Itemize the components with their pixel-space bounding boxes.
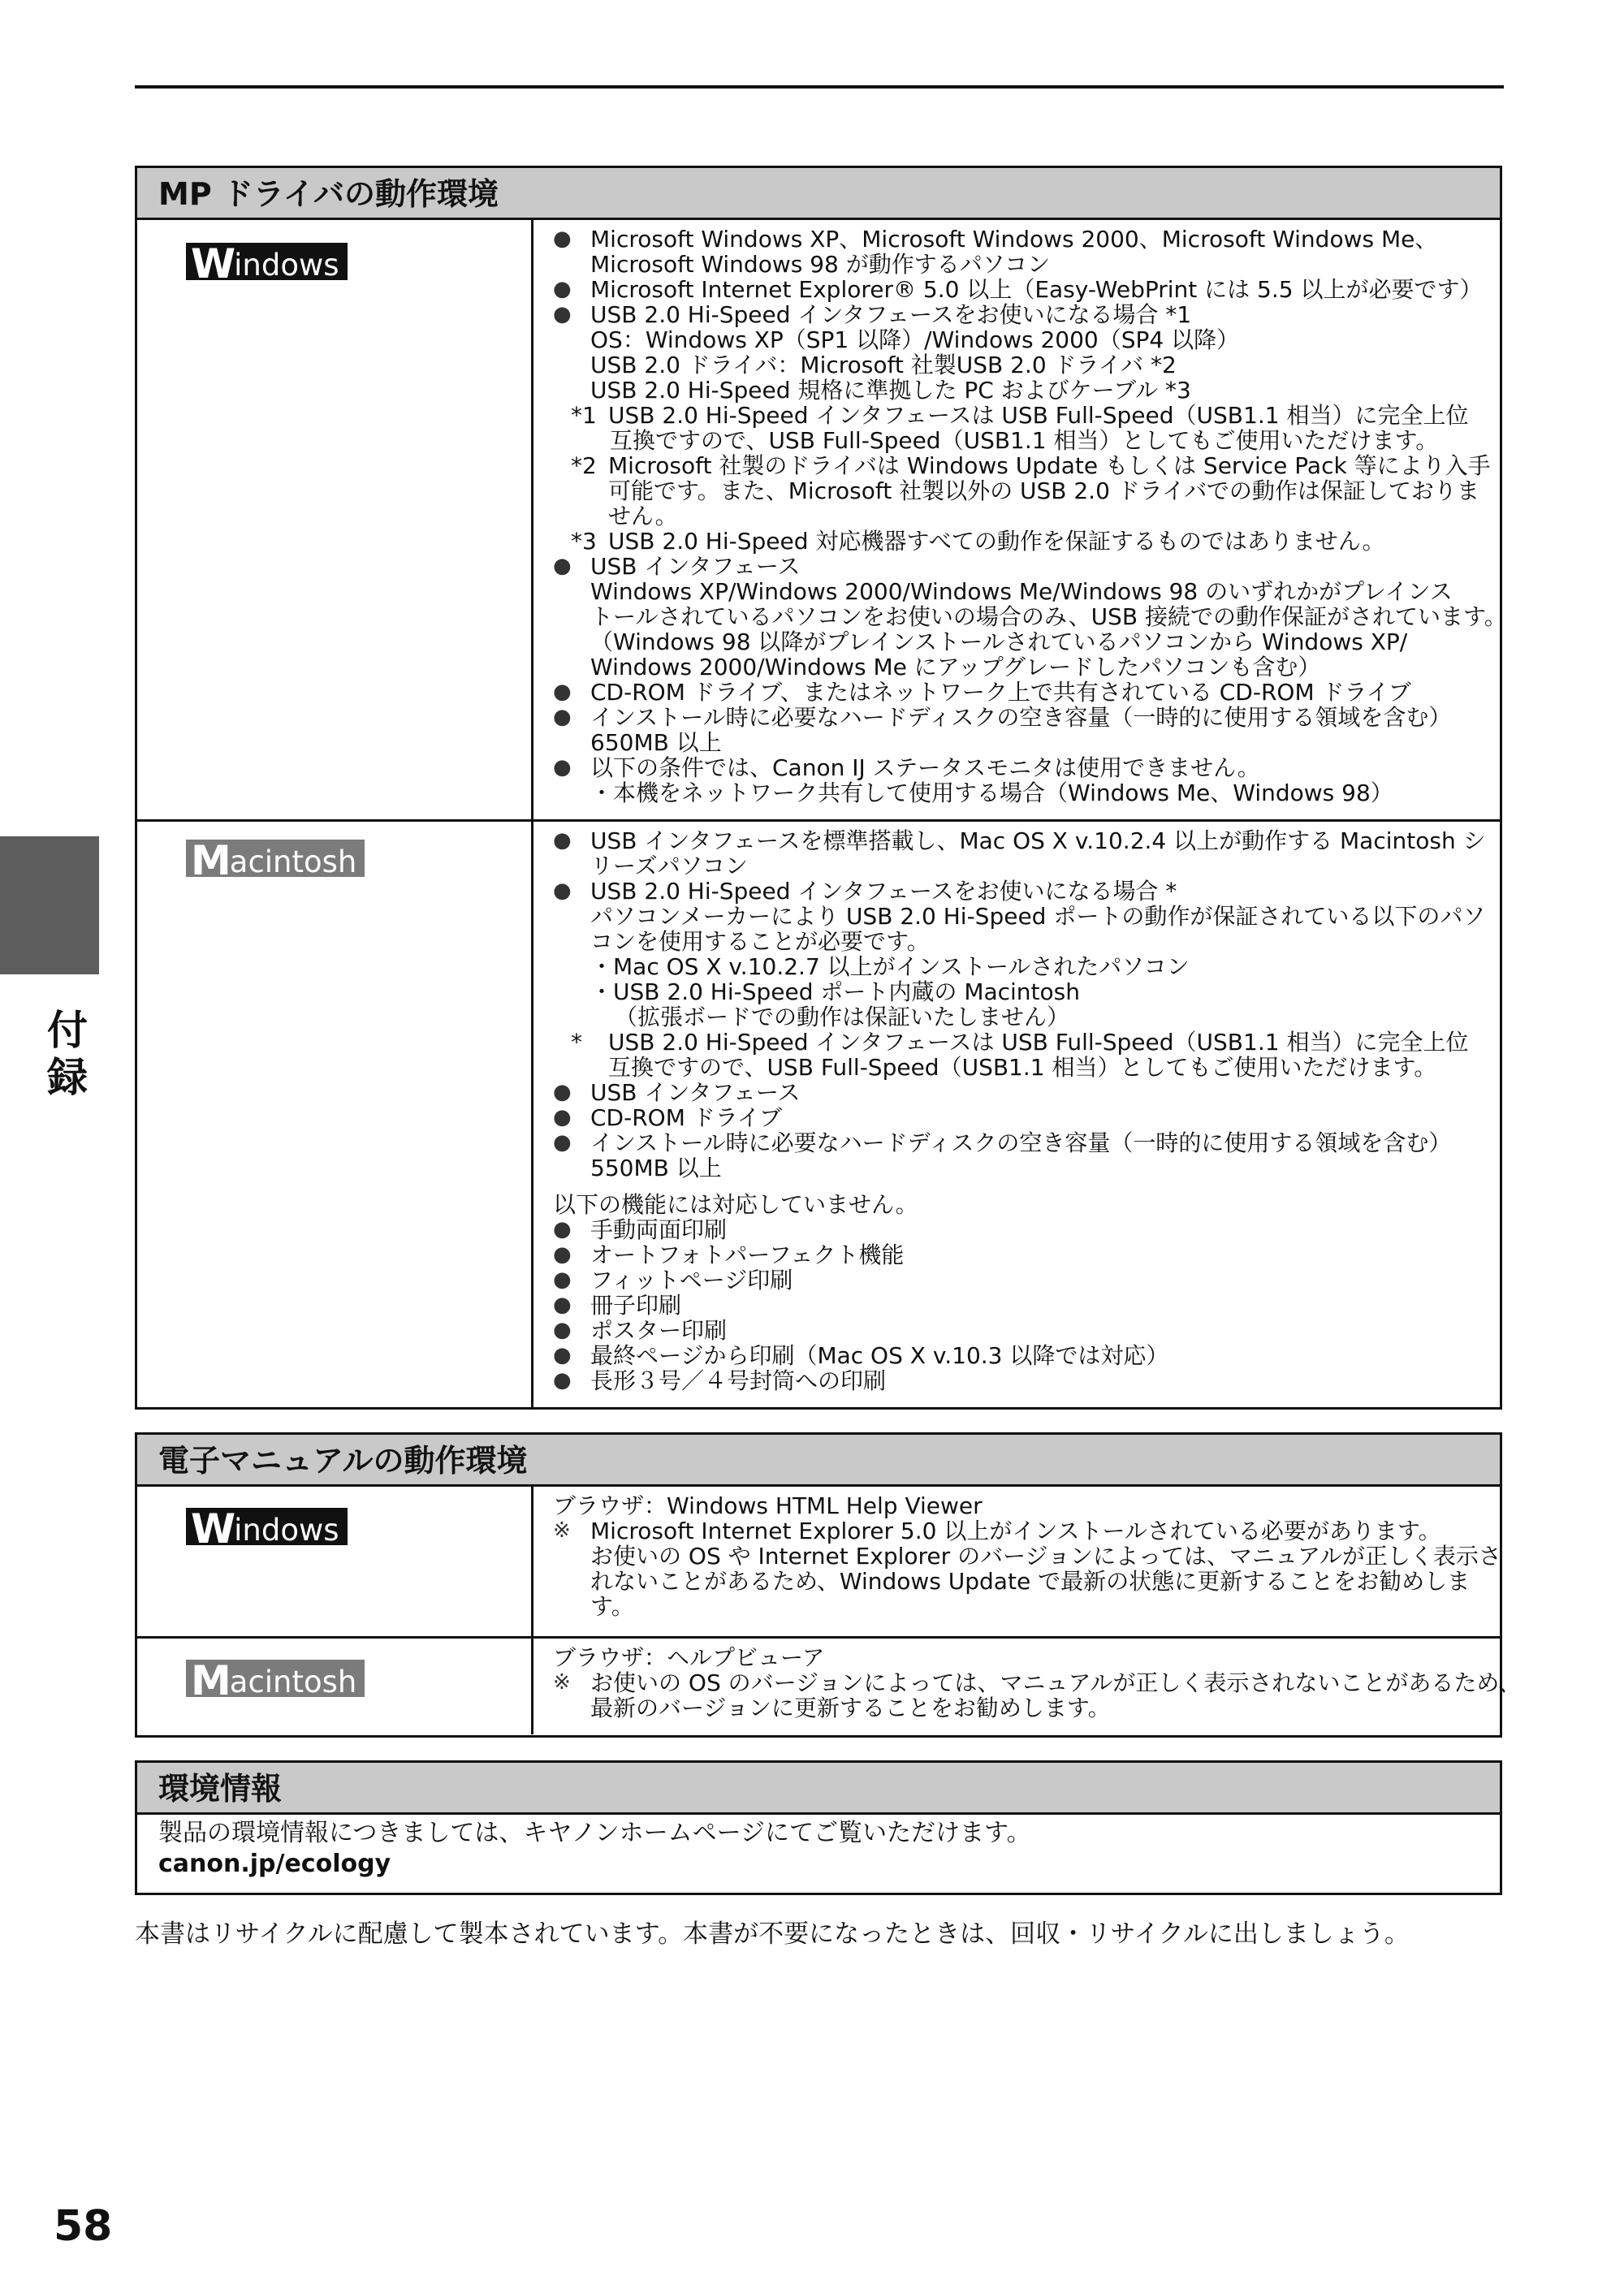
list-item: ● USB インタフェース (553, 1079, 801, 1106)
chapter-tab (0, 836, 99, 974)
list-item: ● フィットページ印刷 (553, 1267, 793, 1293)
list-item: ● 手動両面印刷 (553, 1216, 728, 1243)
ecology-url[interactable]: canon.jp/ecology (158, 1850, 391, 1878)
list-item: ● USB 2.0 Hi-Speed インタフェースをお使いになる場合 *1 OS：Windows XP（SP1 以降）/Windows 2000（SP4 以降） USB 2.0 ドライバ：Microsoft 社製USB 2.0 ドライバ *2 USB 2.0 Hi-Speed 規格に準拠した PC およびケーブル *3 (553, 301, 1240, 404)
requirements (533, 1639, 1537, 1734)
environment-body (137, 1815, 1500, 1883)
footnote: *3 USB 2.0 Hi-Speed 対応機器すべての動作を保証するものではありません。 (571, 528, 1385, 555)
requirements (533, 220, 1523, 819)
environment-section (135, 1760, 1502, 1895)
footnote: *2 Microsoft 社製のドライバは Windows Update もしくは Service Pack 等により入手 可能です。また、Microsoft 社製以外の USB 2.0 ドライバでの動作は保証しておりま せん。 (571, 452, 1491, 529)
windows-logo: Windows (186, 243, 348, 280)
list-item: ● 冊子印刷 (553, 1292, 682, 1319)
page-number: 58 (54, 2202, 113, 2251)
environment-text: 製品の環境情報につきましては、キヤノンホームページにてご覧いただけます。 (158, 1819, 1031, 1847)
list-item: ● 以下の条件では、Canon IJ ステータスモニタは使用できません。 ・本機をネットワーク共有して使用する場合（Windows Me、Windows 98） (553, 754, 1393, 806)
chapter-label: 付録 (47, 1007, 88, 1101)
top-rule (135, 85, 1504, 89)
list-item: ● Microsoft Windows XP、Microsoft Windows 2000、Microsoft Windows Me、 Microsoft Windows 98 が動作するパソコン (553, 226, 1438, 278)
list-item: ● ポスター印刷 (553, 1317, 728, 1344)
macintosh-logo: Macintosh (186, 1660, 365, 1697)
list-item: ● 最終ページから印刷（Mac OS X v.10.3 以降では対応） (553, 1342, 1169, 1369)
browser-label: ブラウザ：Windows HTML Help Viewer (553, 1492, 983, 1519)
mp-driver-section (135, 166, 1507, 1410)
os-cell (137, 1487, 533, 1636)
os-cell (137, 822, 533, 1410)
footnote: *1 USB 2.0 Hi-Speed インタフェースは USB Full-Speed（USB1.1 相当）に完全上位 互換ですので、USB Full-Speed（USB1.1 相当）としてもご使用いただけます。 (571, 402, 1469, 454)
section-title: 電子マニュアルの動作環境 (137, 1435, 1500, 1487)
windows-row (137, 220, 1507, 819)
list-item: ● USB インタフェースを標準搭載し、Mac OS X v.10.2.4 以上が動作する Macintosh シ リーズパソコン (553, 827, 1486, 879)
list-item: ● インストール時に必要なハードディスクの空き容量（一時的に使用する領域を含む） 550MB 以上 (553, 1129, 1452, 1181)
os-cell (137, 1639, 533, 1734)
manual-section (135, 1432, 1522, 1738)
windows-row (137, 1487, 1500, 1636)
browser-label: ブラウザ：ヘルプビューア (553, 1644, 825, 1671)
macintosh-logo: Macintosh (186, 840, 365, 877)
list-item: ● USB インタフェース Windows XP/Windows 2000/Windows Me/Windows 98 のいずれかがプレインス トールされているパソコンをお使いの場合のみ、USB 接続での動作保証がされています。 （Windows 98 以降がプレインストールされているパソコンから Windows XP/ Windows 2000/Windows Me にアップグレードしたパソコンも含む） (553, 553, 1507, 680)
sub-item: （拡張ボードでの動作は保証いたしません） (615, 1004, 1070, 1030)
list-item: ● CD-ROM ドライブ (553, 1104, 783, 1131)
section-title: MP ドライバの動作環境 (137, 168, 1500, 220)
mac-row (137, 1636, 1522, 1734)
list-item: ● Microsoft Internet Explorer® 5.0 以上（Easy-WebPrint には 5.5 以上が必要です） (553, 276, 1483, 303)
requirements (533, 822, 1502, 1410)
windows-logo: Windows (186, 1508, 348, 1545)
os-cell (137, 220, 533, 819)
section-title: 環境情報 (137, 1763, 1500, 1815)
recycle-note: 本書はリサイクルに配慮して製本されています。本書が不要になったときは、回収・リサイクルに出しましょう。 (135, 1919, 1410, 1949)
note: ※ お使いの OS のバージョンによっては、マニュアルが正しく表示されないことがあるため、 最新のバージョンに更新することをお勧めします。 (553, 1669, 1522, 1721)
sub-item: ・USB 2.0 Hi-Speed ポート内蔵の Macintosh (590, 978, 1080, 1005)
sub-item: ・Mac OS X v.10.2.7 以上がインストールされたパソコン (590, 953, 1190, 980)
note: ※ Microsoft Internet Explorer 5.0 以上がインストールされている必要があります。 お使いの OS や Internet Explorer のバージョンによっては、マニュアルが正しく表示さ れないことがあるため、Windows Update で最新の状態に更新することをお勧めしま す。 (553, 1518, 1501, 1620)
list-item: ● CD-ROM ドライブ、またはネットワーク上で共有されている CD-ROM ドライブ (553, 679, 1411, 706)
mac-row (137, 819, 1500, 1410)
list-item: ● オートフォトパーフェクト機能 (553, 1242, 905, 1268)
list-item: ● インストール時に必要なハードディスクの空き容量（一時的に使用する領域を含む） 650MB 以上 (553, 704, 1452, 756)
list-item: ● USB 2.0 Hi-Speed インタフェースをお使いになる場合 * パソコンメーカーにより USB 2.0 Hi-Speed ポートの動作が保証されている以下のパソ コンを使用することが必要です。 (553, 878, 1486, 955)
unsupported-intro: 以下の機能には対応していません。 (553, 1191, 918, 1218)
footnote: * USB 2.0 Hi-Speed インタフェースは USB Full-Speed（USB1.1 相当）に完全上位 互換ですので、USB Full-Speed（USB1.1 相当）としてもご使用いただけます。 (571, 1029, 1469, 1081)
list-item: ● 長形３号／４号封筒への印刷 (553, 1367, 887, 1394)
requirements (533, 1487, 1518, 1636)
